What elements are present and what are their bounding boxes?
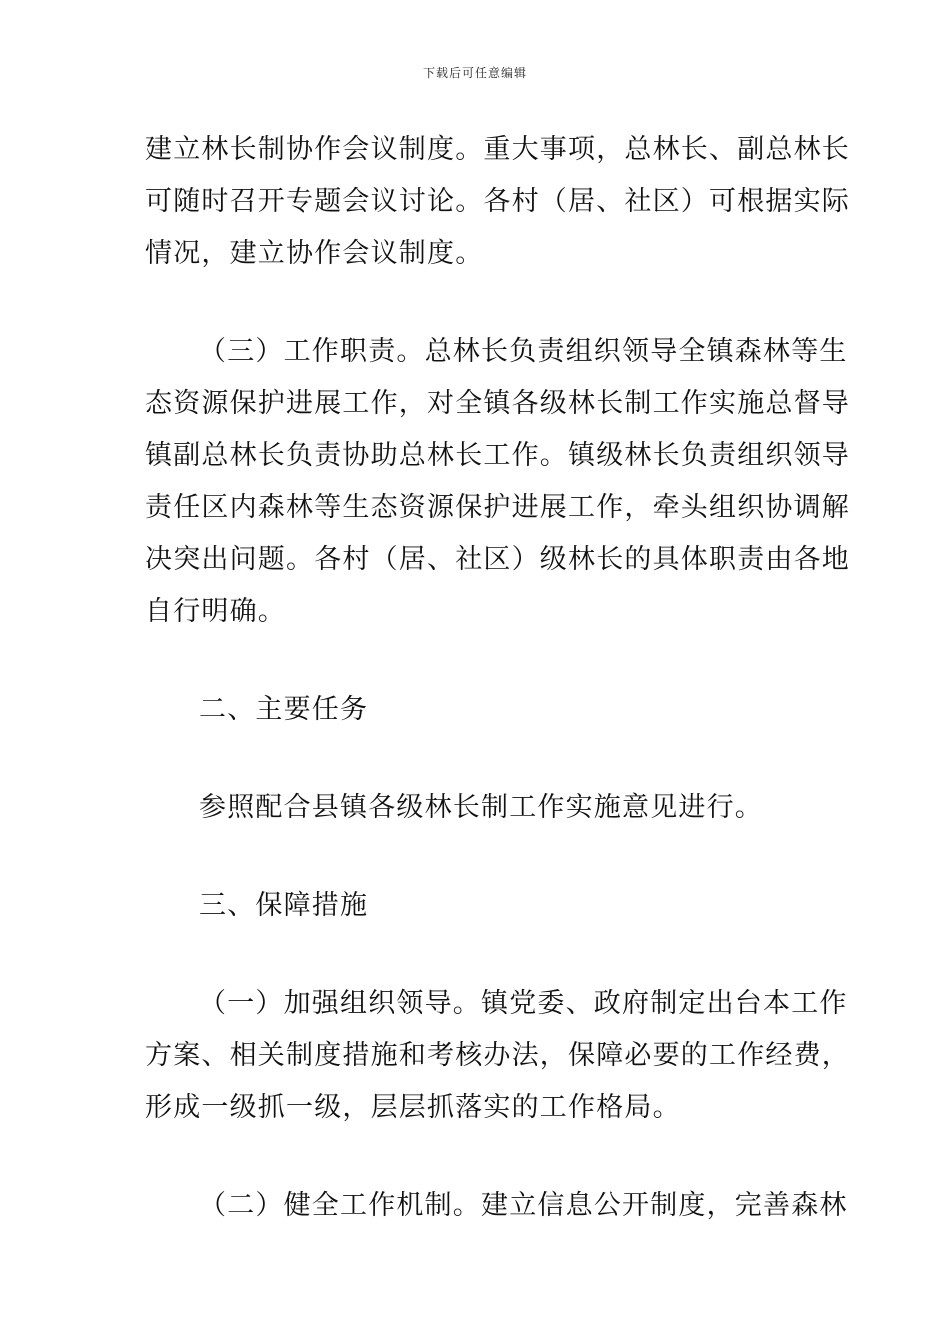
text-line: （二）健全工作机制。建立信息公开制度，完善森林: [199, 1190, 848, 1221]
text-line: 可随时召开专题会议讨论。各村（居、社区）可根据实际: [145, 186, 850, 217]
paragraph-main-tasks: 参照配合县镇各级林长制工作实施意见进行。: [199, 792, 763, 823]
text-line: 责任区内森林等生态资源保护进展工作，牵头组织协调解: [145, 492, 850, 523]
paragraph-gap: [145, 1134, 810, 1180]
paragraph-work-mechanism: [145, 1180, 848, 1232]
paragraph-gap: [145, 638, 810, 684]
text-line: 态资源保护进展工作，对全镇各级林长制工作实施总督导: [145, 388, 850, 419]
paragraph-meeting-system: [145, 124, 850, 280]
document-body: [145, 124, 850, 1232]
text-line: 情况，建立协作会议制度。: [145, 238, 484, 269]
paragraph-work-duties: [145, 326, 850, 638]
paragraph-gap: [145, 280, 810, 326]
text-line: （三）工作职责。总林长负责组织领导全镇森林等生: [199, 336, 848, 367]
section-heading-safeguards: 三、保障措施: [199, 890, 369, 921]
text-line: 自行明确。: [145, 596, 286, 627]
text-line: 形成一级抓一级，层层抓落实的工作格局。: [145, 1092, 681, 1123]
text-line: 建立林长制协作会议制度。重大事项，总林长、副总林长: [145, 134, 850, 165]
page-header: 下载后可任意编辑: [422, 66, 527, 80]
text-line: （一）加强组织领导。镇党委、政府制定出台本工作: [199, 988, 848, 1019]
paragraph-gap: [145, 932, 810, 978]
paragraph-gap: [145, 834, 810, 880]
text-line: 方案、相关制度措施和考核办法，保障必要的工作经费，: [145, 1040, 850, 1071]
section-heading-main-tasks: 二、主要任务: [199, 694, 369, 725]
paragraph-organization-leadership: [145, 978, 850, 1134]
text-line: 镇副总林长负责协助总林长工作。镇级林长负责组织领导: [145, 440, 850, 471]
text-line: 决突出问题。各村（居、社区）级林长的具体职责由各地: [145, 544, 850, 575]
paragraph-gap: [145, 736, 810, 782]
